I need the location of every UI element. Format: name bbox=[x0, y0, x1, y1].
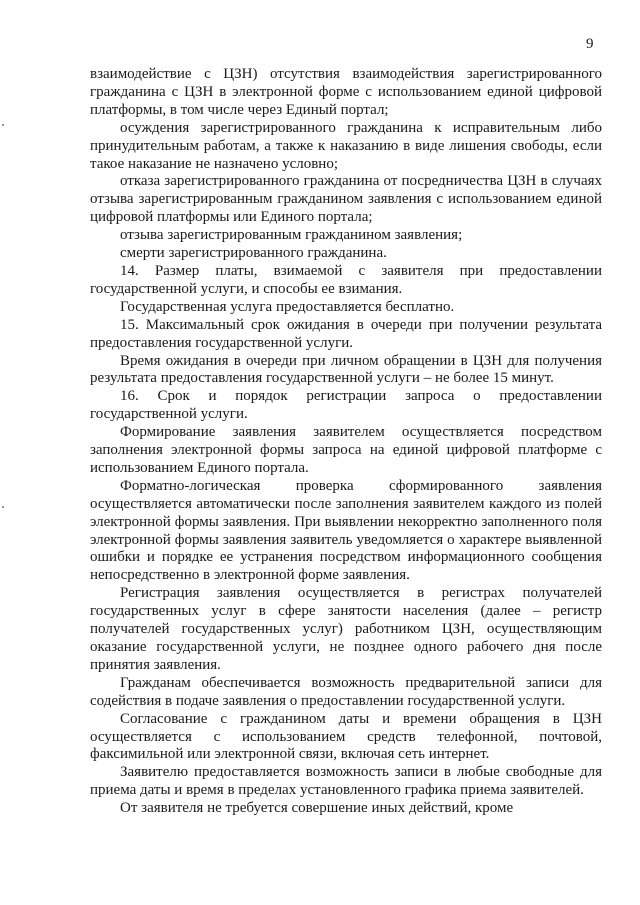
section-heading: 16. Срок и порядок регистрации запроса о предоставлении государственной услуги. bbox=[90, 388, 602, 423]
paragraph: От заявителя не требуется совершение иных действий, кроме bbox=[120, 800, 514, 817]
paragraph: Время ожидания в очереди при личном обращении в ЦЗН для получения результата предоставления государственной услуги – не более 15 минут. bbox=[90, 352, 602, 387]
paragraph: Формирование заявления заявителем осуществляется посредством заполнения электронной формы запроса на единой цифровой платформе с использованием Единого портала. bbox=[90, 424, 602, 476]
scan-mark bbox=[2, 506, 4, 508]
paragraph: Регистрация заявления осуществляется в регистрах получателей государственных услуг в сфере занятости населения (далее – регистр получателей государственных услуг) работником ЦЗН, осуществляющим оказание государственной услуги, не позднее одного рабочего дня после принятия заявления. bbox=[90, 585, 602, 673]
paragraph: Форматно-логическая проверка сформированного заявления осуществляется автоматически после заполнения заявителем каждого из полей электронной формы заявления. При выявлении некорректно заполненного поля электронной формы заявления заявитель уведомляется о характере выявленной ошибки и порядке ее устранения посредством информационного сообщения непосредственно в электронной форме заявления. bbox=[90, 477, 602, 584]
scan-mark bbox=[2, 124, 4, 126]
paragraph: Гражданам обеспечивается возможность предварительной записи для содействия в подаче заявления о предоставлении государственной услуги. bbox=[90, 674, 602, 709]
paragraph: взаимодействие с ЦЗН) отсутствия взаимодействия зарегистрированного гражданина с ЦЗН в электронной форме с использованием единой цифровой платформы, в том числе через Единый портал; bbox=[90, 66, 602, 118]
paragraph: Согласование с гражданином даты и времени обращения в ЦЗН осуществляется с использованием средств телефонной, почтовой, факсимильной или электронной связи, включая сеть интернет. bbox=[90, 710, 602, 763]
paragraph: Государственная услуга предоставляется бесплатно. bbox=[120, 298, 455, 315]
paragraph: Заявителю предоставляется возможность записи в любые свободные для приема даты и время в пределах установленного графика приема заявителей. bbox=[90, 764, 602, 799]
section-heading: 14. Размер платы, взимаемой с заявителя при предоставлении государственной услуги, и способы ее взимания. bbox=[90, 262, 602, 297]
section-heading: 15. Максимальный срок ожидания в очереди при получении результата предоставления государственной услуги. bbox=[90, 316, 602, 351]
paragraph: отзыва зарегистрированным гражданином заявления; bbox=[120, 227, 463, 244]
page-number: 9 bbox=[586, 36, 594, 52]
paragraph: смерти зарегистрированного гражданина. bbox=[120, 245, 387, 262]
document-body bbox=[90, 66, 602, 818]
paragraph: отказа зарегистрированного гражданина от посредничества ЦЗН в случаях отзыва зарегистрированным гражданином заявления с использованием единой цифровой платформы или Единого портала; bbox=[90, 173, 602, 226]
paragraph: осуждения зарегистрированного гражданина к исправительным либо принудительным работам, а также к наказанию в виде лишения свободы, если такое наказание не назначено условно; bbox=[90, 119, 602, 172]
